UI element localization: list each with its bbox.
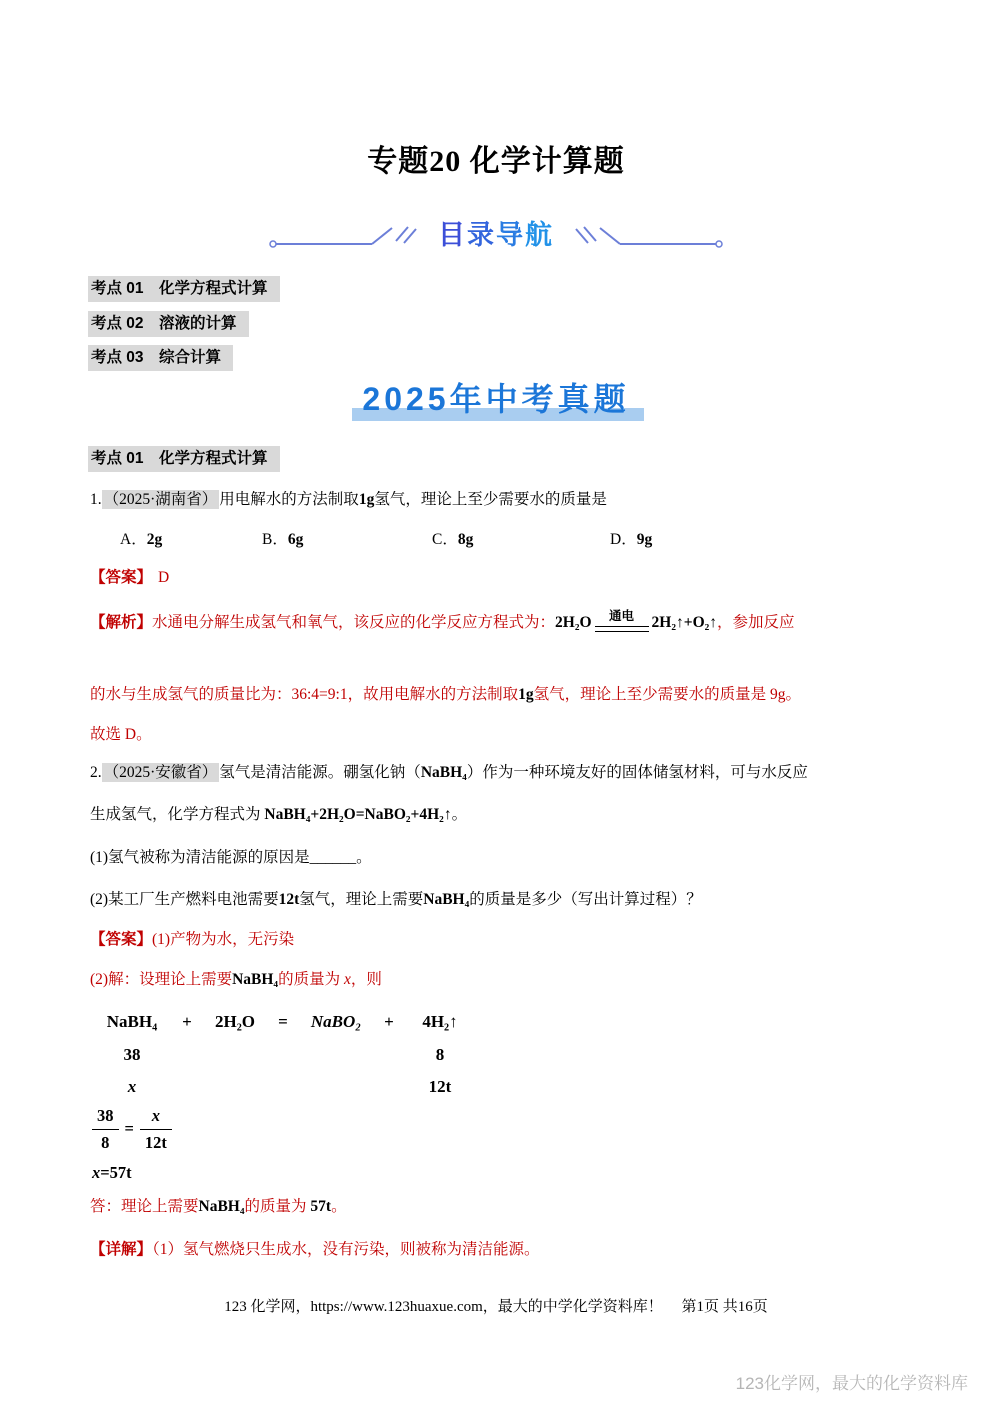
nav-deco-left-line <box>268 219 428 253</box>
eq-term-water: 2H₂O <box>214 1012 256 1031</box>
question-1-analysis: 【解析】 水通电分解生成氢气和氧气，该反应的化学反应方程式为： 2H₂O 通电 2H₂↑+O₂↑ ，参加反应 <box>90 612 795 634</box>
solution-result: x=57t <box>92 1163 132 1182</box>
year-banner <box>0 376 992 422</box>
question-1-answer: 【答案】 D <box>90 569 170 586</box>
molar-mass-8: 8 <box>435 1044 445 1064</box>
question-1-options <box>120 529 652 551</box>
eq-term-hydrogen: 4H₂↑ <box>422 1012 458 1031</box>
toc-nav-title: 目录导航 <box>438 220 554 250</box>
eq-term-nabh4: NaBH₄ <box>106 1012 158 1031</box>
nav-deco-right-line <box>564 219 724 253</box>
fraction-left: $\frac{38}{8}$ <box>92 1104 119 1155</box>
toc-item-02[interactable]: 考点 02 溶液的计算 <box>88 311 249 337</box>
stoichiometry-equation: NaBH₄ + 2H₂O = NaBO₂ + 4H₂↑ 38 8 x 12t <box>92 1010 476 1100</box>
unknown-x: x <box>127 1077 137 1097</box>
toc-nav-banner <box>0 216 992 255</box>
toc-item-01[interactable]: 考点 01 化学方程式计算 <box>88 276 280 302</box>
watermark: 123化学网，最大的化学资料库 <box>735 1374 968 1393</box>
page-footer: 123 化学网，https://www.123huaxue.com，最大的中学化学资料库！ 第1页 共16页 <box>224 1299 768 1315</box>
proportion-fraction: $\frac{38}{8}$ = $\frac{x}{12t}$ <box>92 1104 172 1155</box>
eq-term-nabo2: NaBO₂ <box>310 1012 362 1031</box>
year-banner-text: 2025年中考真题 <box>362 381 630 417</box>
question-2-conclusion: 答：理论上需要NaBH₄的质量为 57t。 <box>90 1198 347 1215</box>
option-b[interactable]: B．6g <box>262 531 304 548</box>
option-c[interactable]: C．8g <box>432 531 474 548</box>
option-d[interactable]: D．9g <box>610 531 653 548</box>
question-2-solve-setup: (2)解：设理论上需要NaBH₄的质量为 x，则 <box>90 971 382 988</box>
question-1-stem: 1. （2025·湖南省） 用电解水的方法制取1g氢气，理论上至少需要水的质量是 <box>90 491 607 508</box>
question-2-stem-line1: 2. （2025·安徽省） 氢气是清洁能源。硼氢化钠（NaBH₄）作为一种环境友好的固体储氢材料，可与水反应 <box>90 764 808 781</box>
question-2-part1: (1)氢气被称为清洁能源的原因是______。 <box>90 849 372 866</box>
question-1-analysis-line3: 故选 D。 <box>90 726 152 743</box>
given-mass-12t: 12t <box>428 1077 452 1097</box>
question-2-answer: 【答案】(1)产物为水，无污染 <box>90 931 295 948</box>
page-title: 专题20 化学计算题 <box>367 145 625 178</box>
question-2-stem-line2: 生成氢气，化学方程式为 NaBH₄+2H₂O=NaBO₂+4H₂↑。 <box>90 806 468 823</box>
question-1-analysis-line2: 的水与生成氢气的质量比为：36:4=9:1，故用电解水的方法制取1g氢气，理论上至少需要水的质量是 9g。 <box>90 686 801 703</box>
double-line-equals <box>595 626 649 632</box>
question-2-part2: (2)某工厂生产燃料电池需要12t氢气，理论上需要NaBH₄的质量是多少（写出计算过程）？ <box>90 891 702 908</box>
section-heading-kaodian-01: 考点 01 化学方程式计算 <box>88 446 280 472</box>
molar-mass-38: 38 <box>123 1044 141 1064</box>
option-a[interactable]: A．2g <box>120 531 163 548</box>
fraction-right: $\frac{x}{12t}$ <box>140 1104 172 1155</box>
reaction-condition: 通电 <box>595 610 649 632</box>
toc-item-03[interactable]: 考点 03 综合计算 <box>88 345 233 371</box>
electrolysis-equation: 2H₂O 通电 2H₂↑+O₂↑ <box>555 609 718 631</box>
question-2-detail: 【详解】（1）氢气燃烧只生成水，没有污染，则被称为清洁能源。 <box>90 1241 540 1258</box>
